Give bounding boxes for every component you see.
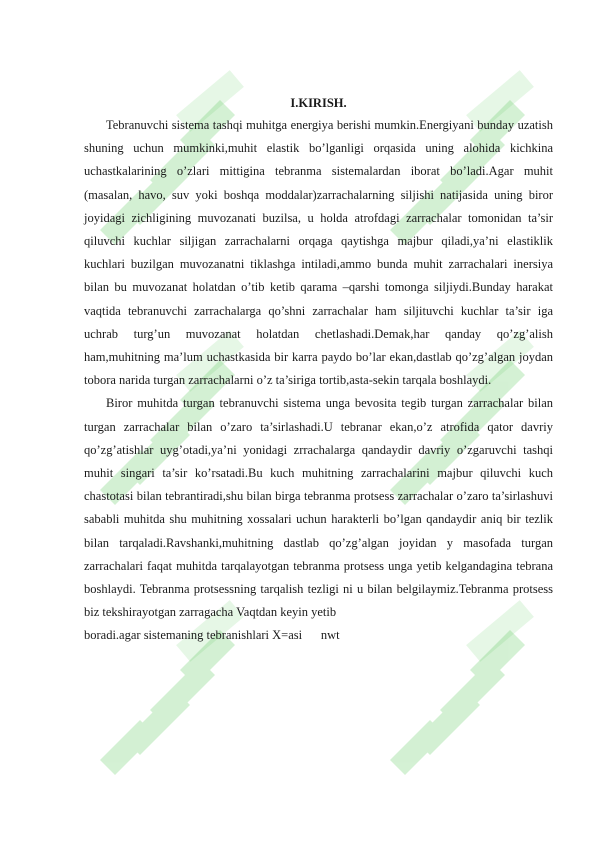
paragraph-1: Tebranuvchi sistema tashqi muhitga energiya berishi mumkin.Energiyani bunday uzatish shuning uchun mumkinki,muhit elastik bo’lganligi orqasida uning alohida kichkina uchastkalarining o’zlari mittigina tebranma sistemalardan iborat bo’ladi.Agar muhit (masalan, havo, suv yoki boshqa moddalar)zarrachalarning siljishi natijasida uning biror joyidagi zichligining muvozanati buzilsa, u holda atrofdagi zarrachalar tomonidan ta’sir qiluvchi kuchlar siljigan zarrachalarni orqaga qaytishga majbur qiladi,ya’ni elastiklik kuchlari buzilgan muvozanatni tiklashga intiladi,ammo bunda muhit zarrachalari inersiya bilan bu muvozanat holatdan o’tib ketib qarama –qarshi tomonga siljiydi.Bunday harakat vaqtida tebranuvchi zarrachalarga qo’shni zarrachalar ham siljituvchi kuchlar ta’sir iga uchrab turg’un muvozanat holatdan chetlashadi.Demak,har qanday qo’zg’alish ham,muhitning ma’lum uchastkasida bir karra paydo bo’lar ekan,dastlab qo’zg’algan joydan tobora narida turgan zarrachalarni o’z ta’siriga tortib,asta-sekin tarqala boshlaydi. [84, 118, 553, 388]
document-body [84, 92, 553, 648]
paragraph-last-line: boradi.agar sistemaning tebranishlari X=asi nwt [84, 628, 340, 643]
paragraph-2: Biror muhitda turgan tebranuvchi sistema unga bevosita tegib turgan zarrachalar bilan turgan zarrachalar bilan o’zaro ta’sirlashadi.U tebranar ekan,o’z atrofida qator davriy qo’zg’atishlar uyg’otadi,ya’ni yonidagi zrrachalarga qandaydir davriy o’zgaruvchi tashqi muhit singari ta’sir ko’rsatadi.Bu kuch muhitning zarrachalarini majbur qiluvchi kuch chastotasi bilan tebrantiradi,shu bilan birga tebranma protsess zarrachalar o’zaro ta’sirlashuvi sababli muhitda shu muhitning xossalari uchun harakterli bo’lgan qandaydir aniq bir tezlik bilan tarqaladi.Ravshanki,muhitning dastlab qo’zg’algan joyidan y masofada turgan zarrachalari faqat muhitda tarqalayotgan tebranma protsess unga yetib kelgandagina tebrana boshlaydi. Tebranma protsessning tarqalish tezligi ni u bilan belgilaymiz.Tebranma protsess biz tekshirayotgan zarragacha Vaqtdan keyin yetib [84, 396, 553, 620]
page-title: I.KIRISH. [290, 96, 347, 110]
